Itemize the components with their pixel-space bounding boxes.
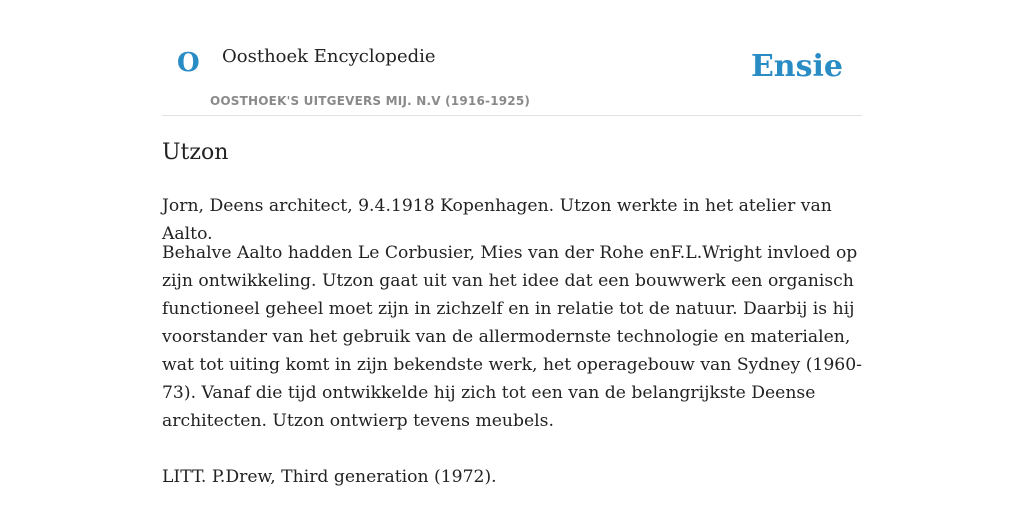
- page: [162, 0, 862, 487]
- entry-paragraph-2: Behalve Aalto hadden Le Corbusier, Mies van der Rohe enF.L.Wright invloed op zijn ontwikkeling. Utzon gaat uit van het idee dat een bouwwerk een organisch functioneel geheel moet zijn in zichzelf en in relatie tot de natuur. Daarbij is hij voorstander van het gebruik van de allermodernste technologie en materialen, wat tot uiting komt in zijn bekendste werk, het operagebouw van Sydney (1960-73). Vanaf die tijd ontwikkelde hij zich tot een van de belangrijkste Deense architecten. Utzon ontwierp tevens meubels.: [162, 243, 862, 431]
- header: [162, 0, 862, 116]
- entry-literature: LITT. P.Drew, Third generation (1972).: [162, 467, 497, 487]
- publisher-label: OOSTHOEK'S UITGEVERS MIJ. N.V (1916-1925): [210, 94, 531, 108]
- entry-title: Utzon: [162, 140, 229, 165]
- brand-logo[interactable]: Ensie: [750, 49, 843, 84]
- book-title[interactable]: Oosthoek Encyclopedie: [222, 46, 436, 67]
- entry-paragraph-1: Jorn, Deens architect, 9.4.1918 Kopenhagen. Utzon werkte in het atelier van Aalto.: [162, 196, 832, 244]
- book-logo[interactable]: O: [177, 48, 200, 78]
